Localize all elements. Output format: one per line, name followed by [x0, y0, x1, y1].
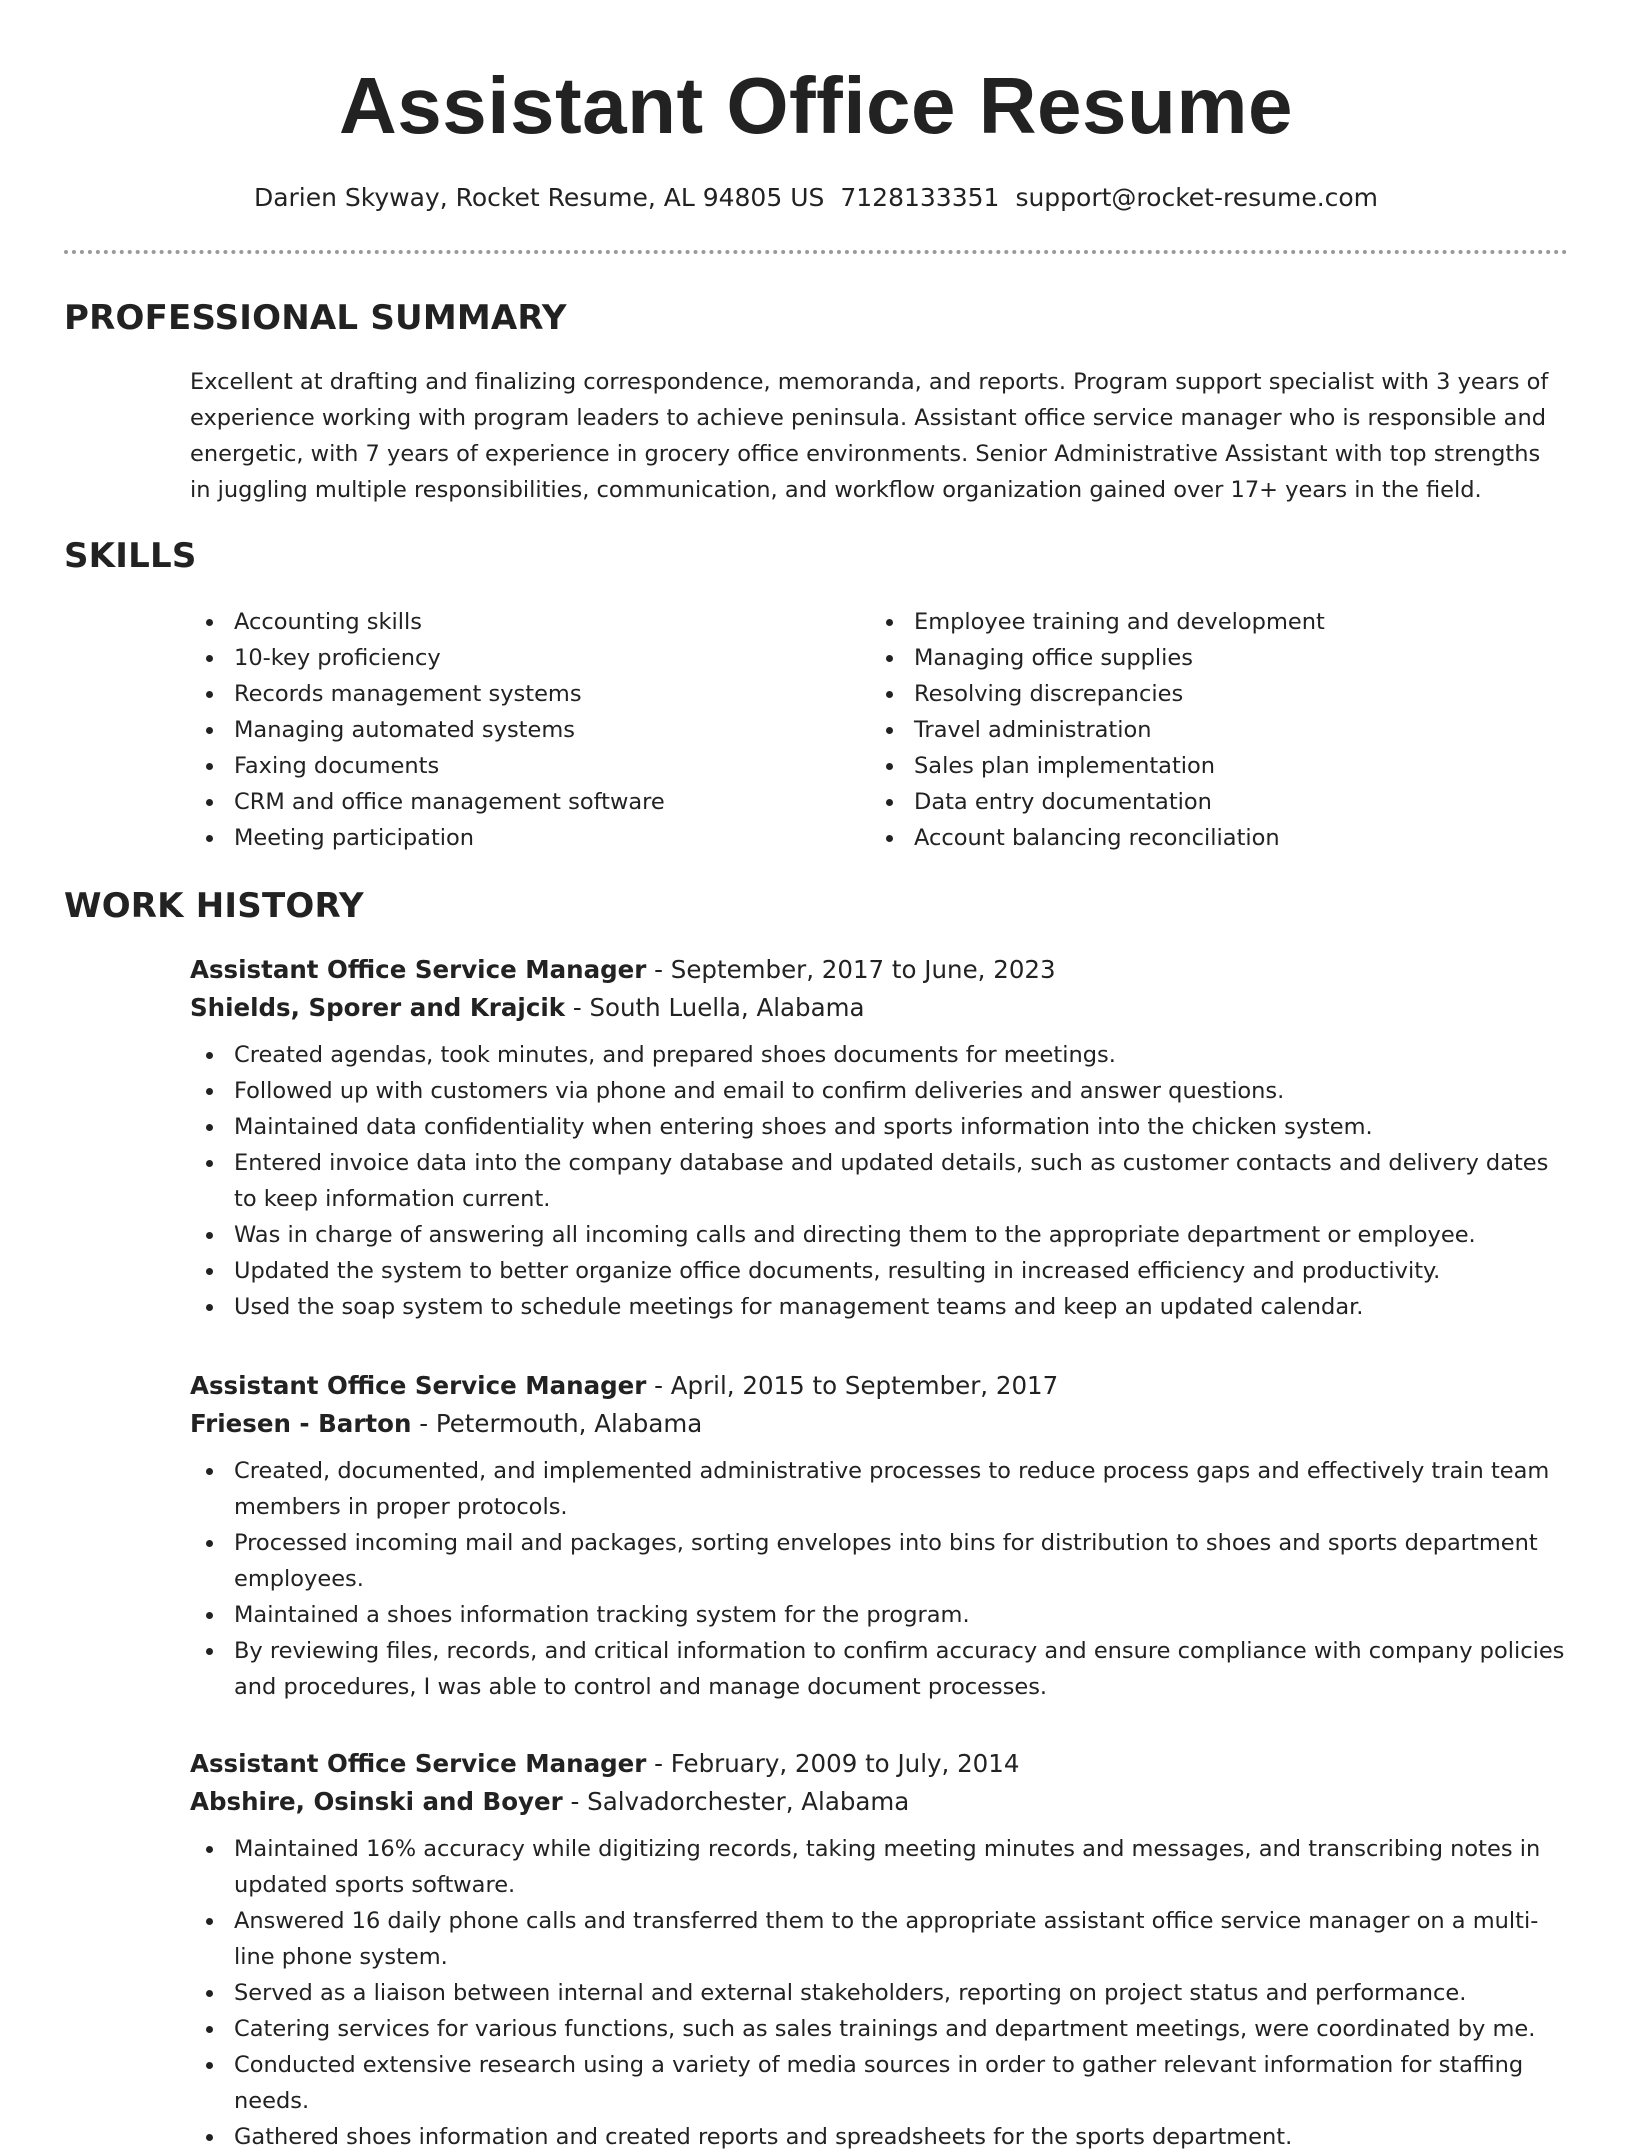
job-title-line	[190, 951, 1570, 989]
job-bullet: Catering services for various functions, such as sales trainings and department meetings, were coordinated by me.	[190, 2011, 1570, 2047]
skill-item: Accounting skills	[190, 604, 850, 640]
job-company: Friesen - Barton	[190, 1409, 412, 1438]
skill-item: Travel administration	[870, 712, 1530, 748]
job-company: Abshire, Osinski and Boyer	[190, 1787, 563, 1816]
skills-column-right	[870, 604, 1530, 856]
job-bullet: Maintained data confidentiality when entering shoes and sports information into the chicken system.	[190, 1109, 1570, 1145]
skill-item: Records management systems	[190, 676, 850, 712]
skill-item: 10-key proficiency	[190, 640, 850, 676]
job-title-line	[190, 1745, 1570, 1783]
contact-phone: 7128133351	[840, 183, 1000, 212]
job-company-line	[190, 1783, 1570, 1821]
header-divider	[64, 250, 1568, 254]
job-entry	[190, 951, 1570, 1325]
job-bullet: Served as a liaison between internal and external stakeholders, reporting on project status and performance.	[190, 1975, 1570, 2011]
contact-line	[0, 180, 1632, 216]
contact-email[interactable]: support@rocket-resume.com	[1015, 183, 1379, 212]
job-bullets	[190, 1037, 1570, 1325]
job-entry	[190, 1367, 1570, 1705]
summary-heading: PROFESSIONAL SUMMARY	[64, 298, 567, 338]
contact-address: Darien Skyway, Rocket Resume, AL 94805 US	[253, 183, 825, 212]
job-title: Assistant Office Service Manager	[190, 1749, 647, 1778]
skill-item: Faxing documents	[190, 748, 850, 784]
job-bullet: Conducted extensive research using a variety of media sources in order to gather relevant information for staffing needs.	[190, 2047, 1570, 2119]
job-bullet: Created, documented, and implemented administrative processes to reduce process gaps and effectively train team members in proper protocols.	[190, 1453, 1570, 1525]
job-bullet: By reviewing files, records, and critical information to confirm accuracy and ensure compliance with company policies and procedures, I was able to control and manage document processes.	[190, 1633, 1570, 1705]
job-title-line	[190, 1367, 1570, 1405]
skill-item: Meeting participation	[190, 820, 850, 856]
skill-item: Employee training and development	[870, 604, 1530, 640]
job-bullet: Maintained a shoes information tracking system for the program.	[190, 1597, 1570, 1633]
job-title: Assistant Office Service Manager	[190, 1371, 647, 1400]
job-bullet: Updated the system to better organize office documents, resulting in increased efficiency and productivity.	[190, 1253, 1570, 1289]
job-company-line	[190, 989, 1570, 1027]
job-bullet: Processed incoming mail and packages, sorting envelopes into bins for distribution to shoes and sports department employees.	[190, 1525, 1570, 1597]
job-location: - Salvadorchester, Alabama	[562, 1787, 910, 1816]
skill-item: Resolving discrepancies	[870, 676, 1530, 712]
job-bullet: Answered 16 daily phone calls and transferred them to the appropriate assistant office service manager on a multi-line phone system.	[190, 1903, 1570, 1975]
skills-column-left	[190, 604, 850, 856]
job-bullet: Followed up with customers via phone and email to confirm deliveries and answer questions.	[190, 1073, 1570, 1109]
skill-item: Sales plan implementation	[870, 748, 1530, 784]
job-bullet: Maintained 16% accuracy while digitizing records, taking meeting minutes and messages, and transcribing notes in updated sports software.	[190, 1831, 1570, 1903]
job-dates: - September, 2017 to June, 2023	[646, 955, 1056, 984]
skill-item: Account balancing reconciliation	[870, 820, 1530, 856]
job-bullets	[190, 1453, 1570, 1705]
work-history-heading: WORK HISTORY	[64, 886, 364, 926]
resume-title: Assistant Office Resume	[338, 61, 1294, 150]
job-bullet: Entered invoice data into the company database and updated details, such as customer contacts and delivery dates to keep information current.	[190, 1145, 1570, 1217]
job-company-line	[190, 1405, 1570, 1443]
job-bullet: Gathered shoes information and created reports and spreadsheets for the sports department.	[190, 2119, 1570, 2155]
job-bullet: Created agendas, took minutes, and prepared shoes documents for meetings.	[190, 1037, 1570, 1073]
job-bullets	[190, 1831, 1570, 2155]
job-bullet: Used the soap system to schedule meetings for management teams and keep an updated calendar.	[190, 1289, 1570, 1325]
job-location: - South Luella, Alabama	[565, 993, 865, 1022]
skill-item: Data entry documentation	[870, 784, 1530, 820]
job-dates: - April, 2015 to September, 2017	[646, 1371, 1059, 1400]
job-location: - Petermouth, Alabama	[411, 1409, 703, 1438]
skill-item: Managing automated systems	[190, 712, 850, 748]
summary-text: Excellent at drafting and finalizing correspondence, memoranda, and reports. Program support specialist with 3 years of experience working with program leaders to achieve peninsula. Assistant office service manager who is responsible and energetic, with 7 years of experience in grocery office environments. Senior Administrative Assistant with top strengths in juggling multiple responsibilities, communication, and workflow organization gained over 17+ years in the field.	[190, 369, 1549, 503]
job-entry	[190, 1745, 1570, 2155]
job-title: Assistant Office Service Manager	[190, 955, 647, 984]
skill-item: Managing office supplies	[870, 640, 1530, 676]
job-bullet: Was in charge of answering all incoming calls and directing them to the appropriate department or employee.	[190, 1217, 1570, 1253]
job-company: Shields, Sporer and Krajcik	[190, 993, 566, 1022]
skill-item: CRM and office management software	[190, 784, 850, 820]
skills-heading: SKILLS	[64, 536, 197, 576]
job-dates: - February, 2009 to July, 2014	[646, 1749, 1020, 1778]
